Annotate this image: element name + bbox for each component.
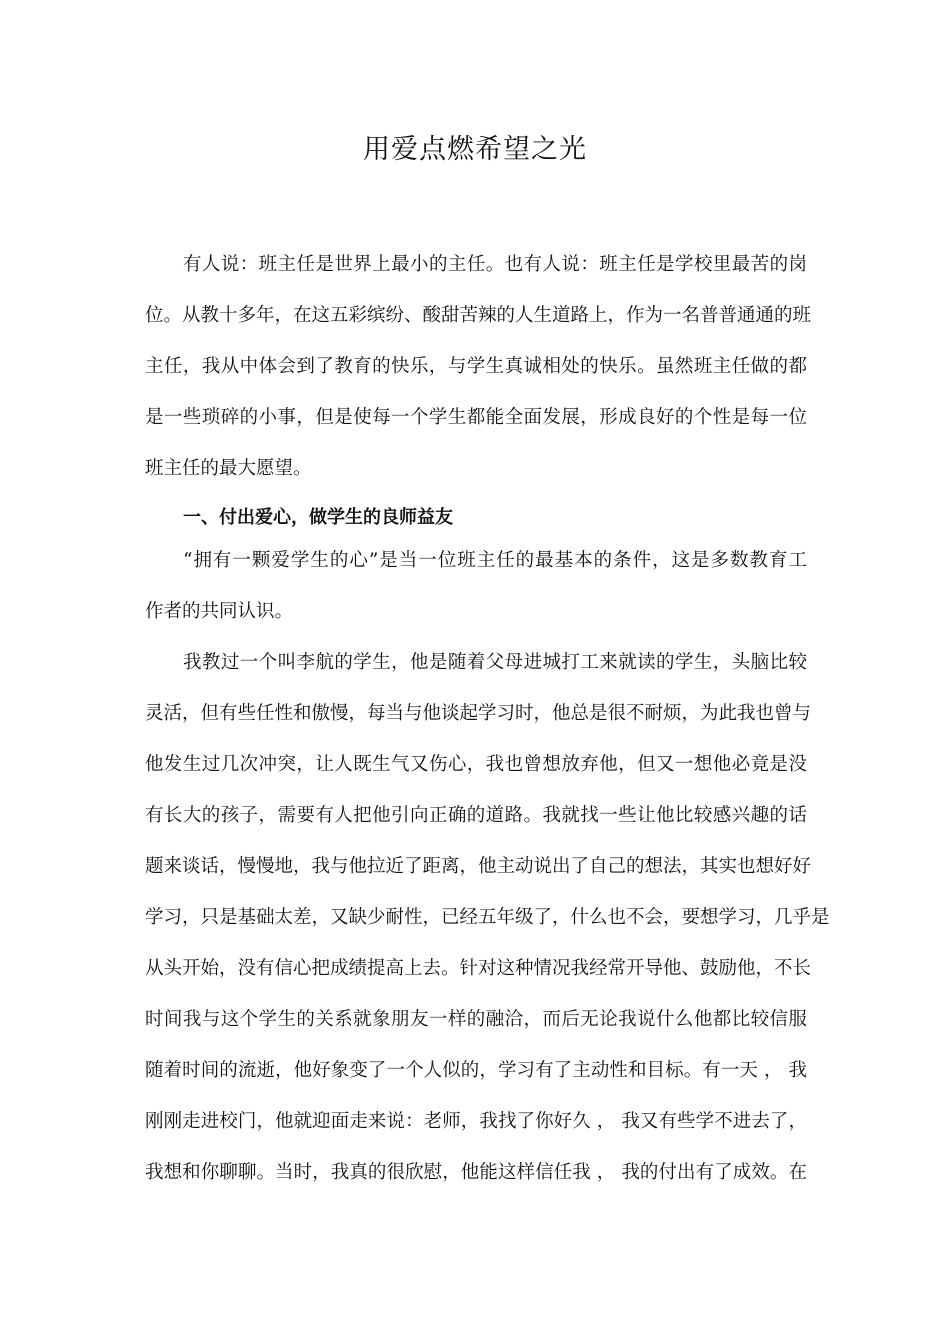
paragraph-line: 刚刚走进校门，他就迎面走来说：老师，我找了你好久 ， 我又有些学不进去了， [145,1111,807,1132]
paragraph-line: 作者的共同认识。 [145,601,294,622]
paragraph-line: 班主任的最大愿望。 [145,458,312,479]
paragraph-line: 他发生过几次冲突，让人既生气又伤心，我也曾想放弃他，但又一想他必竟是没 [145,754,807,775]
paragraph-line: 时间我与这个学生的关系就象朋友一样的融洽，而后无论我说什么他都比较信服 [145,1009,807,1030]
paragraph-line: 题来谈话，慢慢地，我与他拉近了距离，他主动说出了自己的想法，其实也想好好 [145,856,812,877]
paragraph-line: 学习，只是基础太差，又缺少耐性，已经五年级了，什么也不会，要想学习，几乎是 [145,907,830,928]
paragraph-line: 有长大的孩子，需要有人把他引向正确的道路。我就找一些让他比较感兴趣的话 [145,805,807,826]
paragraph-line: “拥有一颗爱学生的心”是当一位班主任的最基本的条件，这是多数教育工 [183,550,807,571]
paragraph-line: 我教过一个叫李航的学生，他是随着父母进城打工来就读的学生，头脑比较 [183,652,807,673]
paragraph-line: 位。从教十多年，在这五彩缤纷、酸甜苦辣的人生道路上，作为一名普普通通的班 [145,305,812,326]
paragraph-line: 我想和你聊聊。当时，我真的很欣慰，他能这样信任我 ， 我的付出有了成效。在 [145,1162,807,1183]
paragraph-line: 从头开始，没有信心把成绩提高上去。针对这种情况我经常开导他、鼓励他，不长 [145,958,812,979]
section-heading: 一、付出爱心，做学生的良师益友 [183,507,453,528]
paragraph-line: 灵活，但有些任性和傲慢，每当与他谈起学习时，他总是很不耐烦，为此我也曾与 [145,703,812,724]
paragraph-line: 有人说：班主任是世界上最小的主任。也有人说：班主任是学校里最苦的岗 [183,254,807,275]
paragraph-line: 是一些琐碎的小事，但是使每一个学生都能全面发展，形成良好的个性是每一位 [145,407,807,428]
paragraph-line: 主任，我从中体会到了教育的快乐，与学生真诚相处的快乐。虽然班主任做的都 [145,356,807,377]
paragraph-line: 随着时间的流逝，他好象变了一个人似的，学习有了主动性和目标。有一天 ， 我 [145,1060,807,1081]
document-title: 用爱点燃希望之光 [363,134,587,165]
